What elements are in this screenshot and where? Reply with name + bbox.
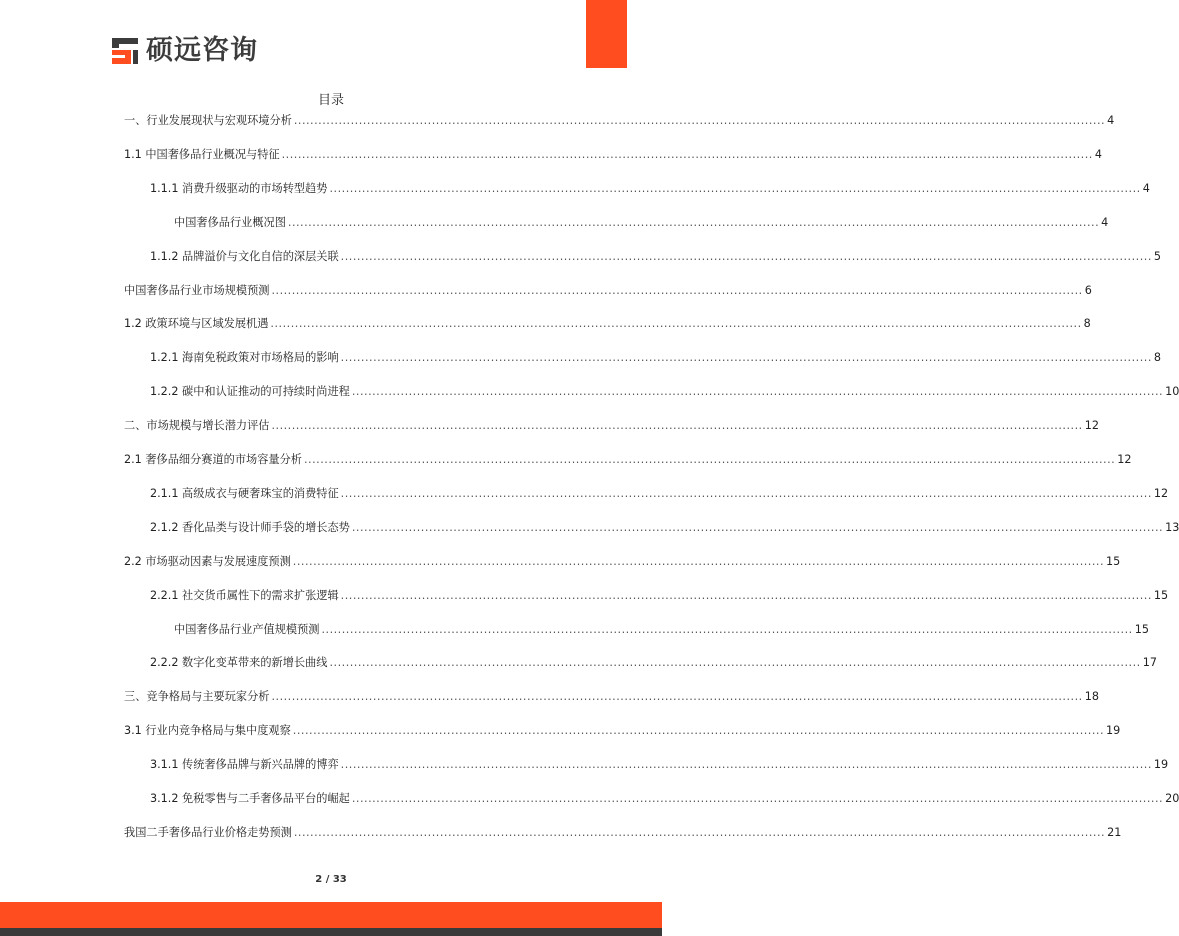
- toc-entry-page: 6: [1084, 284, 1092, 297]
- toc-leader-dots: ........................................................................................................................................................................................................: [329, 182, 1141, 195]
- toc-leader-dots: ........................................................................................................................................................................................................: [340, 351, 1152, 364]
- toc-entry-page: 8: [1083, 317, 1091, 330]
- brand-name: 硕远咨询: [146, 35, 258, 66]
- toc-entry-label: 我国二手奢侈品行业价格走势预测: [124, 826, 292, 839]
- toc-entry-label: 1.2.2 碳中和认证推动的可持续时尚进程: [150, 385, 350, 398]
- toc-entry[interactable]: [124, 689, 1099, 705]
- toc-leader-dots: ........................................................................................................................................................................................................: [271, 284, 1083, 297]
- toc-entry[interactable]: [150, 520, 1179, 536]
- toc-entry-page: 20: [1165, 792, 1179, 805]
- toc-entry-page: 13: [1165, 521, 1179, 534]
- toc-entry[interactable]: [150, 655, 1157, 671]
- toc-entry[interactable]: [150, 384, 1179, 400]
- toc-entry[interactable]: [124, 113, 1115, 129]
- footer-accent-bar: [0, 902, 662, 928]
- toc-leader-dots: ........................................................................................................................................................................................................: [293, 826, 1106, 839]
- toc-leader-dots: ........................................................................................................................................................................................................: [271, 690, 1083, 703]
- toc-entry[interactable]: [150, 249, 1162, 265]
- toc-entry-label: 三、竞争格局与主要玩家分析: [124, 690, 270, 703]
- toc-leader-dots: ........................................................................................................................................................................................................: [351, 521, 1164, 534]
- toc-entry-label: 中国奢侈品行业概况图: [174, 216, 286, 229]
- toc-entry[interactable]: [124, 147, 1102, 163]
- toc-leader-dots: ........................................................................................................................................................................................................: [271, 419, 1083, 432]
- toc-entry-page: 17: [1142, 656, 1157, 669]
- toc-entry-label: 1.2 政策环境与区域发展机遇: [124, 317, 269, 330]
- footer-dark-strip: [0, 928, 662, 936]
- toc-leader-dots: ........................................................................................................................................................................................................: [281, 148, 1093, 161]
- toc-entry[interactable]: [124, 825, 1122, 841]
- toc-entry-label: 2.1.2 香化品类与设计师手袋的增长态势: [150, 521, 350, 534]
- toc-entry[interactable]: [124, 316, 1091, 332]
- toc-leader-dots: ........................................................................................................................................................................................................: [329, 656, 1141, 669]
- toc-entry-label: 1.1.2 品牌溢价与文化自信的深层关联: [150, 250, 339, 263]
- toc-entry-page: 12: [1153, 487, 1169, 500]
- toc-entry[interactable]: [124, 283, 1092, 299]
- toc-entry-label: 二、市场规模与增长潜力评估: [124, 419, 270, 432]
- toc-entry[interactable]: [150, 486, 1169, 502]
- toc-entry[interactable]: [150, 791, 1179, 807]
- toc-leader-dots: ........................................................................................................................................................................................................: [340, 487, 1152, 500]
- toc-entry-label: 1.2.1 海南免税政策对市场格局的影响: [150, 351, 339, 364]
- toc-entry[interactable]: [150, 181, 1150, 197]
- corner-accent-block: [586, 0, 627, 68]
- toc-entry-label: 2.2.1 社交货币属性下的需求扩张逻辑: [150, 589, 339, 602]
- toc-leader-dots: ........................................................................................................................................................................................................: [270, 317, 1082, 330]
- toc-entry-page: 19: [1106, 724, 1121, 737]
- toc-entry-page: 18: [1084, 690, 1099, 703]
- toc-leader-dots: ........................................................................................................................................................................................................: [351, 792, 1164, 805]
- toc-entry[interactable]: [150, 588, 1169, 604]
- toc-entry-label: 2.2 市场驱动因素与发展速度预测: [124, 555, 291, 568]
- toc-entry-label: 中国奢侈品行业产值规模预测: [174, 623, 320, 636]
- shuoyuan-logo-icon: [110, 36, 140, 66]
- toc-entry-page: 12: [1084, 419, 1099, 432]
- toc-leader-dots: ........................................................................................................................................................................................................: [292, 555, 1105, 568]
- toc-leader-dots: ........................................................................................................................................................................................................: [351, 385, 1164, 398]
- toc-entry-label: 2.1 奢侈品细分赛道的市场容量分析: [124, 453, 302, 466]
- toc-leader-dots: ........................................................................................................................................................................................................: [340, 758, 1152, 771]
- toc-entry-label: 3.1 行业内竞争格局与集中度观察: [124, 724, 291, 737]
- toc-entry-page: 10: [1165, 385, 1179, 398]
- toc-entry-page: 4: [1094, 148, 1102, 161]
- toc-entry-label: 1.1 中国奢侈品行业概况与特征: [124, 148, 280, 161]
- page-indicator: 2 / 33: [315, 874, 347, 885]
- toc-entry-label: 一、行业发展现状与宏观环境分析: [124, 114, 292, 127]
- toc-entry-label: 2.2.2 数字化变革带来的新增长曲线: [150, 656, 328, 669]
- brand-logo: [110, 36, 258, 66]
- toc-entry-page: 15: [1106, 555, 1121, 568]
- toc-entry[interactable]: [174, 215, 1109, 231]
- toc-entry[interactable]: [124, 452, 1132, 468]
- toc-entry-page: 4: [1101, 216, 1109, 229]
- toc-leader-dots: ........................................................................................................................................................................................................: [287, 216, 1100, 229]
- toc-leader-dots: ........................................................................................................................................................................................................: [321, 623, 1133, 636]
- toc-leader-dots: ........................................................................................................................................................................................................: [293, 114, 1106, 127]
- toc-leader-dots: ........................................................................................................................................................................................................: [303, 453, 1116, 466]
- toc-title: 目录: [317, 93, 344, 108]
- toc-entry-label: 中国奢侈品行业市场规模预测: [124, 284, 270, 297]
- toc-entry[interactable]: [150, 757, 1169, 773]
- toc-entry-page: 15: [1134, 623, 1149, 636]
- toc-leader-dots: ........................................................................................................................................................................................................: [292, 724, 1105, 737]
- toc-entry-page: 4: [1142, 182, 1150, 195]
- toc-entry-page: 12: [1117, 453, 1132, 466]
- toc-entry[interactable]: [124, 554, 1121, 570]
- toc-entry-label: 2.1.1 高级成衣与硬奢珠宝的消费特征: [150, 487, 339, 500]
- toc-entry[interactable]: [124, 723, 1121, 739]
- toc-entry-label: 3.1.2 免税零售与二手奢侈品平台的崛起: [150, 792, 350, 805]
- toc-entry[interactable]: [174, 622, 1149, 638]
- toc-entry-page: 15: [1153, 589, 1169, 602]
- toc-entry-page: 19: [1153, 758, 1169, 771]
- toc-entry-page: 4: [1107, 114, 1115, 127]
- toc-entry-label: 1.1.1 消费升级驱动的市场转型趋势: [150, 182, 328, 195]
- toc-entry-page: 5: [1153, 250, 1162, 263]
- toc-entry[interactable]: [124, 418, 1099, 434]
- toc-leader-dots: ........................................................................................................................................................................................................: [340, 250, 1152, 263]
- toc-entry[interactable]: [150, 350, 1162, 366]
- toc-entry-page: 8: [1153, 351, 1162, 364]
- toc-leader-dots: ........................................................................................................................................................................................................: [340, 589, 1152, 602]
- toc-entry-label: 3.1.1 传统奢侈品牌与新兴品牌的博弈: [150, 758, 339, 771]
- toc-entry-page: 21: [1107, 826, 1122, 839]
